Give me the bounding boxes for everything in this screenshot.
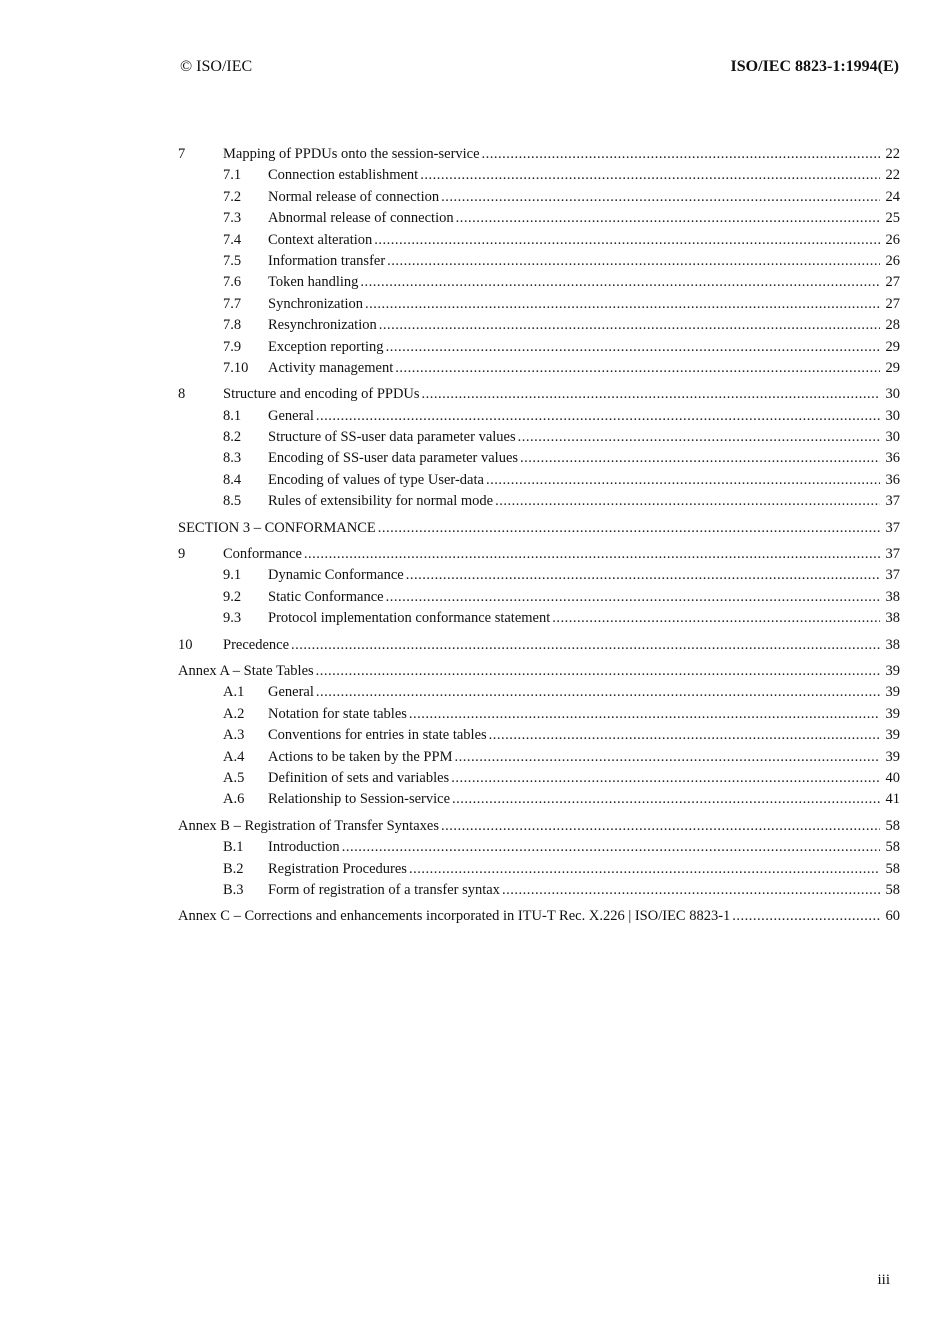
dot-leader: [365, 294, 880, 315]
toc-entry-title: Annex C – Corrections and enhancements incorporated in ITU-T Rec. X.226 | ISO/IEC 8823-1: [178, 908, 731, 925]
toc-entry[interactable]: [178, 880, 900, 901]
toc-entry[interactable]: [178, 427, 900, 448]
toc-entry-page-number: 60: [885, 908, 900, 925]
toc-entry-number: 8.2: [223, 429, 242, 446]
toc-entry-title: Structure and encoding of PPDUs: [223, 386, 420, 403]
toc-entry-title: Introduction: [268, 839, 340, 856]
toc-entry-number: 9.1: [223, 567, 242, 584]
toc-entry[interactable]: [178, 859, 900, 880]
dot-leader: [291, 635, 880, 656]
toc-entry[interactable]: [178, 187, 900, 208]
dot-leader: [520, 448, 880, 469]
toc-entry-title: General: [268, 407, 314, 424]
toc-entry-page-number: 58: [885, 881, 900, 898]
toc-entry-number: 7.4: [223, 231, 242, 248]
toc-entry-page-number: 30: [885, 407, 900, 424]
toc-entry-number: A.6: [223, 791, 245, 808]
dot-leader: [420, 165, 880, 186]
toc-entry-title: Connection establishment: [268, 167, 419, 184]
toc-entry-page-number: 29: [885, 359, 900, 376]
table-of-contents: [178, 144, 900, 928]
toc-entry-page-number: 40: [885, 769, 900, 786]
toc-entry-number: 9: [178, 546, 186, 563]
toc-entry-page-number: 37: [885, 519, 900, 536]
toc-entry-number: A.1: [223, 684, 245, 701]
toc-entry-number: B.2: [223, 860, 244, 877]
toc-entry[interactable]: [178, 230, 900, 251]
dot-leader: [502, 880, 880, 901]
toc-entry-page-number: 28: [885, 317, 900, 334]
dot-leader: [374, 230, 880, 251]
toc-entry-page-number: 41: [885, 791, 900, 808]
toc-entry-page-number: 25: [885, 210, 900, 227]
toc-entry-number: 8.3: [223, 450, 242, 467]
toc-entry-title: Annex B – Registration of Transfer Syntaxes: [178, 817, 439, 834]
toc-entry-title: Registration Procedures: [268, 860, 407, 877]
toc-entry-title: Static Conformance: [268, 588, 384, 605]
dot-leader: [454, 747, 880, 768]
toc-entry-page-number: 38: [885, 610, 900, 627]
dot-leader: [386, 337, 880, 358]
toc-entry-number: 8: [178, 386, 186, 403]
toc-entry[interactable]: [178, 682, 900, 703]
toc-entry[interactable]: [178, 789, 900, 810]
toc-entry-page-number: 39: [885, 662, 900, 679]
toc-entry[interactable]: [178, 384, 900, 405]
toc-entry[interactable]: [178, 768, 900, 789]
toc-entry-page-number: 37: [885, 546, 900, 563]
toc-entry-page-number: 39: [885, 727, 900, 744]
dot-leader: [456, 208, 880, 229]
toc-entry[interactable]: [178, 747, 900, 768]
dot-leader: [495, 491, 880, 512]
toc-entry-page-number: 58: [885, 839, 900, 856]
dot-leader: [441, 816, 880, 837]
toc-entry-number: 8.4: [223, 471, 242, 488]
toc-entry-title: Form of registration of a transfer syntax: [268, 881, 500, 898]
toc-entry-page-number: 27: [885, 295, 900, 312]
toc-entry-number: 7.5: [223, 252, 242, 269]
dot-leader: [409, 859, 880, 880]
toc-entry-title: Mapping of PPDUs onto the session-service: [223, 146, 480, 162]
toc-entry-number: A.4: [223, 748, 245, 765]
toc-entry-page-number: 39: [885, 705, 900, 722]
toc-entry[interactable]: [178, 144, 900, 165]
toc-entry-number: 7.8: [223, 317, 242, 334]
toc-entry-number: 9.2: [223, 588, 242, 605]
toc-entry-title: General: [268, 684, 314, 701]
toc-entry-number: 10: [178, 636, 193, 653]
toc-entry-number: A.5: [223, 769, 245, 786]
dot-leader: [409, 704, 880, 725]
dot-leader: [387, 251, 880, 272]
toc-entry[interactable]: [178, 661, 900, 682]
toc-entry[interactable]: [178, 470, 900, 491]
toc-entry[interactable]: [178, 208, 900, 229]
dot-leader: [732, 906, 880, 927]
toc-entry-number: B.3: [223, 881, 244, 898]
toc-entry-number: 7.1: [223, 167, 242, 184]
toc-entry-title: SECTION 3 – CONFORMANCE: [178, 519, 376, 536]
toc-entry-page-number: 37: [885, 493, 900, 510]
toc-entry[interactable]: [178, 315, 900, 336]
toc-entry-page-number: 58: [885, 817, 900, 834]
toc-entry[interactable]: [178, 816, 900, 837]
toc-entry[interactable]: [178, 491, 900, 512]
toc-entry-number: A.2: [223, 705, 245, 722]
toc-entry-title: Encoding of values of type User-data: [268, 471, 484, 488]
toc-entry-title: Token handling: [268, 274, 359, 291]
dot-leader: [386, 587, 880, 608]
toc-entry-page-number: 58: [885, 860, 900, 877]
toc-entry-title: Abnormal release of connection: [268, 210, 454, 227]
toc-entry-page-number: 22: [885, 146, 900, 162]
toc-entry-title: Normal release of connection: [268, 188, 440, 205]
toc-entry-page-number: 37: [885, 567, 900, 584]
toc-entry-title: Annex A – State Tables: [178, 662, 314, 679]
toc-entry[interactable]: [178, 406, 900, 427]
toc-entry[interactable]: [178, 906, 900, 927]
toc-entry-number: 7.7: [223, 295, 242, 312]
toc-entry[interactable]: [178, 337, 900, 358]
toc-entry[interactable]: [178, 272, 900, 293]
toc-entry-page-number: 39: [885, 684, 900, 701]
dot-leader: [452, 789, 880, 810]
toc-entry-number: 7.2: [223, 188, 242, 205]
dot-leader: [378, 518, 880, 539]
toc-entry-title: Notation for state tables: [268, 705, 407, 722]
toc-entry-title: Information transfer: [268, 252, 386, 269]
toc-entry[interactable]: [178, 635, 900, 656]
toc-entry-number: 8.5: [223, 493, 242, 510]
dot-leader: [395, 358, 880, 379]
toc-entry-title: Actions to be taken by the PPM: [268, 748, 453, 765]
toc-entry-page-number: 29: [885, 338, 900, 355]
dot-leader: [451, 768, 880, 789]
toc-entry[interactable]: [178, 587, 900, 608]
dot-leader: [342, 837, 880, 858]
page-folio: iii: [877, 1272, 890, 1288]
toc-entry-title: Conformance: [223, 546, 302, 563]
toc-entry-title: Dynamic Conformance: [268, 567, 404, 584]
dot-leader: [316, 406, 880, 427]
toc-entry-page-number: 36: [885, 450, 900, 467]
toc-entry-page-number: 22: [885, 167, 900, 184]
dot-leader: [406, 565, 880, 586]
toc-entry-number: B.1: [223, 839, 244, 856]
dot-leader: [316, 682, 880, 703]
dot-leader: [422, 384, 880, 405]
toc-entry-number: 7.3: [223, 210, 242, 227]
toc-entry[interactable]: [178, 294, 900, 315]
dot-leader: [304, 544, 880, 565]
dot-leader: [360, 272, 880, 293]
toc-entry[interactable]: [178, 837, 900, 858]
toc-entry-page-number: 36: [885, 471, 900, 488]
toc-entry-page-number: 27: [885, 274, 900, 291]
toc-entry[interactable]: [178, 518, 900, 539]
toc-entry-page-number: 26: [885, 252, 900, 269]
toc-entry-page-number: 38: [885, 636, 900, 653]
toc-entry-number: 7: [178, 146, 186, 162]
toc-entry-number: 9.3: [223, 610, 242, 627]
toc-entry-title: Synchronization: [268, 295, 364, 312]
toc-entry-number: 8.1: [223, 407, 242, 424]
toc-entry-title: Rules of extensibility for normal mode: [268, 493, 494, 510]
toc-entry-title: Resynchronization: [268, 317, 377, 334]
toc-entry-title: Structure of SS-user data parameter values: [268, 429, 516, 446]
dot-leader: [379, 315, 880, 336]
toc-entry-title: Conventions for entries in state tables: [268, 727, 487, 744]
toc-entry[interactable]: [178, 704, 900, 725]
toc-entry-page-number: 26: [885, 231, 900, 248]
dot-leader: [482, 144, 880, 165]
toc-entry-page-number: 30: [885, 386, 900, 403]
dot-leader: [316, 661, 880, 682]
toc-entry[interactable]: [178, 608, 900, 629]
toc-entry-title: Encoding of SS-user data parameter values: [268, 450, 519, 467]
toc-entry-page-number: 38: [885, 588, 900, 605]
toc-entry[interactable]: [178, 251, 900, 272]
toc-entry-title: Relationship to Session-service: [268, 791, 451, 808]
toc-entry-number: 7.10: [223, 359, 249, 376]
toc-entry-title: Context alteration: [268, 231, 373, 248]
toc-entry[interactable]: [178, 544, 900, 565]
toc-entry-number: A.3: [223, 727, 245, 744]
toc-entry-page-number: 30: [885, 429, 900, 446]
toc-entry[interactable]: [178, 358, 900, 379]
toc-entry-title: Definition of sets and variables: [268, 769, 450, 786]
toc-entry-number: 7.9: [223, 338, 242, 355]
toc-entry-page-number: 39: [885, 748, 900, 765]
toc-entry-title: Activity management: [268, 359, 394, 376]
dot-leader: [486, 470, 880, 491]
toc-entry-page-number: 24: [885, 188, 900, 205]
toc-entry[interactable]: [178, 165, 900, 186]
dot-leader: [441, 187, 880, 208]
dot-leader: [489, 725, 880, 746]
dot-leader: [518, 427, 880, 448]
toc-entry-title: Precedence: [223, 636, 290, 653]
toc-entry[interactable]: [178, 565, 900, 586]
toc-entry-title: Protocol implementation conformance statement: [268, 610, 551, 627]
toc-entry-title: Exception reporting: [268, 338, 384, 355]
toc-entry[interactable]: [178, 448, 900, 469]
toc-entry[interactable]: [178, 725, 900, 746]
running-header-standard-number: ISO/IEC 8823-1:1994(E): [730, 58, 899, 75]
toc-entry-number: 7.6: [223, 274, 242, 291]
dot-leader: [552, 608, 880, 629]
running-header-copyright: © ISO/IEC: [180, 58, 253, 75]
